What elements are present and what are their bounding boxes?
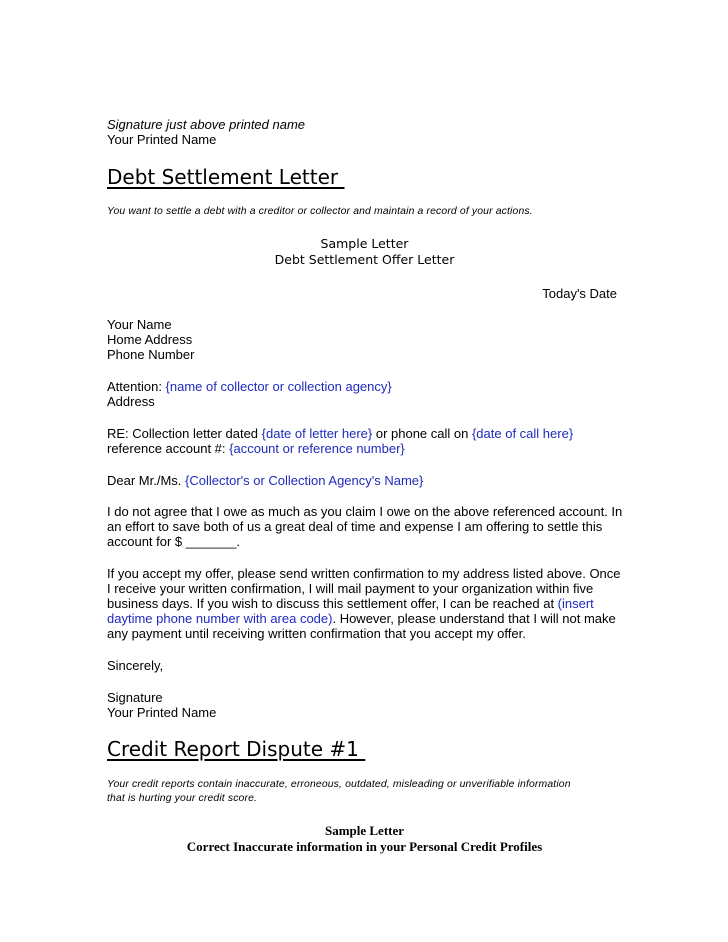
sender-name: Your Name [107, 317, 172, 332]
credit-letter-title: Correct Inaccurate information in your Personal Credit Profiles [186, 839, 543, 854]
re-mid: or phone call on [372, 426, 472, 441]
salutation-placeholder: {Collector's or Collection Agency's Name} [185, 473, 424, 488]
re-line [107, 426, 573, 441]
salutation-prefix: Dear Mr./Ms. [107, 473, 186, 488]
attention-label: Attention: [107, 379, 166, 394]
re-prefix: RE: Collection letter dated [107, 426, 262, 441]
credit-intro: Your credit reports contain inaccurate, erroneous, outdated, misleading or unverifiable information that is hurting your credit score. [107, 779, 571, 804]
ref-prefix: reference account #: [107, 441, 230, 456]
sender-address: Home Address [107, 332, 193, 347]
attention-placeholder: {name of collector or collection agency} [165, 379, 392, 394]
body-paragraph-1: I do not agree that I owe as much as you claim I owe on the above referenced account. In an effort to save both of us a great deal of time and expense I am offering to settle this account for $ _______. [107, 504, 623, 549]
sender-phone: Phone Number [107, 347, 195, 362]
closing: Sincerely, [107, 658, 164, 673]
reference-line [107, 441, 405, 456]
debt-intro: You want to settle a debt with a creditor or collector and maintain a record of your actions. [107, 206, 533, 217]
debt-sample-label: Sample Letter [320, 236, 409, 251]
para2-text-a: If you accept my offer, please send written confirmation to my address listed above. Once I receive your written confirmation, I will mail payment to your organization within five business days. If you wish to discuss this settlement offer, I can be reached at [107, 566, 621, 611]
credit-sample-label: Sample Letter [324, 823, 405, 838]
attention-line [107, 379, 392, 394]
ref-placeholder: {account or reference number} [229, 441, 405, 456]
re-date-letter: {date of letter here} [261, 426, 373, 441]
para2-text-b: . However, please understand that I will not make any payment until receiving written confirmation that you accept my offer. [107, 611, 616, 641]
todays-date: Today's Date [542, 286, 617, 301]
signature-note: Signature just above printed name [107, 117, 306, 132]
credit-dispute-heading: Credit Report Dispute #1 [107, 737, 366, 761]
printed-name-top: Your Printed Name [107, 132, 217, 147]
printed-name-bottom: Your Printed Name [107, 705, 217, 720]
debt-letter-title: Debt Settlement Offer Letter [274, 252, 455, 267]
re-date-call: {date of call here} [471, 426, 574, 441]
signature: Signature [107, 690, 163, 705]
body-paragraph-2 [107, 566, 625, 641]
phone-placeholder: (insert daytime phone number with area code) [107, 596, 594, 626]
salutation [107, 473, 423, 488]
attention-address: Address [107, 394, 155, 409]
debt-settlement-heading: Debt Settlement Letter [107, 165, 345, 189]
